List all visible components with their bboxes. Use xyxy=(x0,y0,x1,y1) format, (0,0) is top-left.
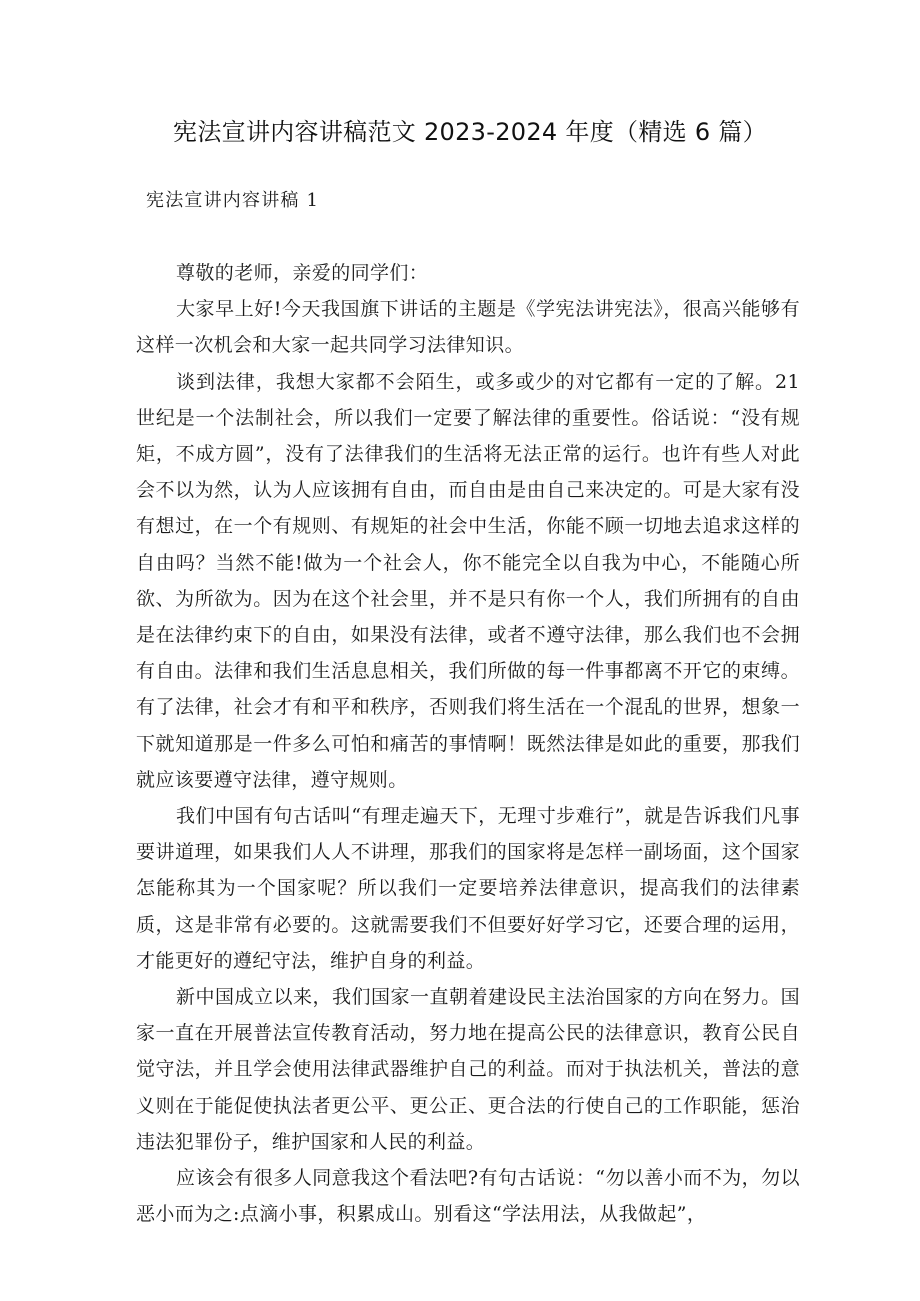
document-body xyxy=(136,255,800,1232)
section-heading: 宪法宣讲内容讲稿 1 xyxy=(146,190,320,211)
paragraph-greeting: 尊敬的老师，亲爱的同学们： xyxy=(176,262,429,284)
document-title: 宪法宣讲内容讲稿范文 2023-2024 年度（精选 6 篇） xyxy=(173,118,767,146)
paragraph: 我们中国有句古话叫“有理走遍天下，无理寸步难行”，就是告诉我们凡事要讲道理，如果我们人人不讲理，那我们的国家将是怎样一副场面，这个国家怎能称其为一个国家呢？所以我们一定要培养法律意识，提高我们的法律素质，这是非常有必要的。这就需要我们不但要好好学习它，还要合理的运用，才能更好的遵纪守法，维护自身的利益。 xyxy=(136,805,800,972)
paragraph: 应该会有很多人同意我这个看法吧?有句古话说：“勿以善小而不为，勿以恶小而为之:点滴小事，积累成山。别看这“学法用法，从我做起”， xyxy=(136,1167,800,1226)
paragraph: 谈到法律，我想大家都不会陌生，或多或少的对它都有一定的了解。21世纪是一个法制社会，所以我们一定要了解法律的重要性。俗话说：“没有规矩，不成方圆”，没有了法律我们的生活将无法正常的运行。也许有些人对此会不以为然，认为人应该拥有自由，而自由是由自己来决定的。可是大家有没有想过，在一个有规则、有规矩的社会中生活，你能不顾一切地去追求这样的自由吗？当然不能!做为一个社会人，你不能完全以自我为中心，不能随心所欲、为所欲为。因为在这个社会里，并不是只有你一个人，我们所拥有的自由是在法律约束下的自由，如果没有法律，或者不遵守法律，那么我们也不会拥有自由。法律和我们生活息息相关，我们所做的每一件事都离不开它的束缚。有了法律，社会才有和平和秩序，否则我们将生活在一个混乱的世界，想象一下就知道那是一件多么可怕和痛苦的事情啊！既然法律是如此的重要，那我们就应该要遵守法律，遵守规则。 xyxy=(136,370,800,791)
paragraph: 新中国成立以来，我们国家一直朝着建设民主法治国家的方向在努力。国家一直在开展普法宣传教育活动，努力地在提高公民的法律意识，教育公民自觉守法，并且学会使用法律武器维护自己的利益。而对于执法机关，普法的意义则在于能促使执法者更公平、更公正、更合法的行使自己的工作职能，惩治违法犯罪份子，维护国家和人民的利益。 xyxy=(136,986,800,1153)
paragraph: 大家早上好!今天我国旗下讲话的主题是《学宪法讲宪法》，很高兴能够有这样一次机会和大家一起共同学习法律知识。 xyxy=(136,298,800,357)
